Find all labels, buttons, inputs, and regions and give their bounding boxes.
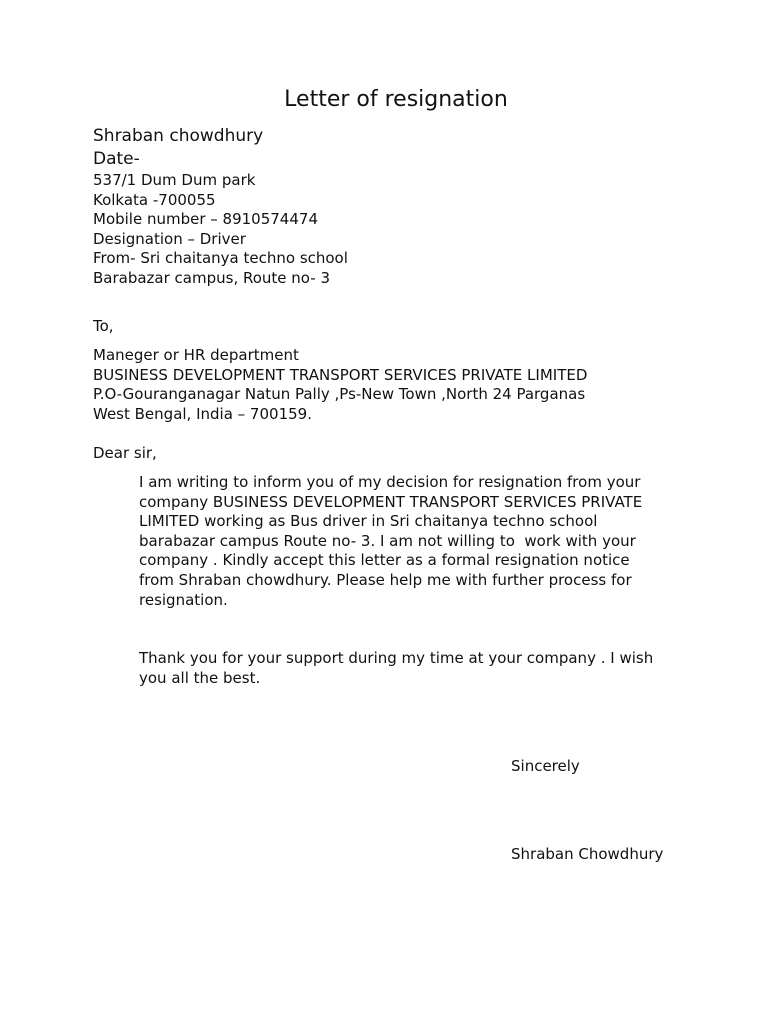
body-paragraph-1 [139, 473, 699, 610]
paragraph-line: company . Kindly accept this letter as a formal resignation notice [139, 551, 630, 570]
signature-name: Shraban Chowdhury [511, 845, 664, 863]
sender-from-line: From- Sri chaitanya techno school [93, 249, 348, 268]
paragraph-line: Thank you for your support during my time at your company . I wish [139, 649, 654, 667]
paragraph-line: from Shraban chowdhury. Please help me with further process for [139, 570, 632, 589]
recipient-line: West Bengal, India – 700159. [93, 404, 312, 423]
paragraph-line: I am writing to inform you of my decision for resignation from your [139, 473, 641, 491]
to-label: To, [93, 317, 114, 335]
recipient-line: BUSINESS DEVELOPMENT TRANSPORT SERVICES PRIVATE LIMITED [93, 365, 588, 384]
body-paragraph-2 [139, 649, 699, 688]
sender-name: Shraban chowdhury [93, 126, 264, 146]
paragraph-line: you all the best. [139, 668, 261, 687]
sender-mobile-line: Mobile number – 8910574474 [93, 210, 318, 229]
sender-block [93, 125, 348, 289]
sender-campus-line: Barabazar campus, Route no- 3 [93, 268, 330, 287]
paragraph-line: company BUSINESS DEVELOPMENT TRANSPORT SERVICES PRIVATE [139, 492, 643, 511]
closing: Sincerely [511, 757, 580, 775]
sender-address-line: Kolkata -700055 [93, 190, 216, 209]
date-label: Date- [93, 149, 140, 169]
document-title: Letter of resignation [284, 87, 508, 112]
sender-designation-line: Designation – Driver [93, 229, 246, 248]
salutation: Dear sir, [93, 444, 157, 462]
sender-address-line: 537/1 Dum Dum park [93, 171, 256, 189]
paragraph-line: resignation. [139, 590, 228, 609]
paragraph-line: barabazar campus Route no- 3. I am not willing to work with your [139, 531, 636, 550]
recipient-block [93, 346, 587, 424]
recipient-line: Maneger or HR department [93, 346, 299, 364]
recipient-line: P.O-Gouranganagar Natun Pally ,Ps-New Town ,North 24 Parganas [93, 385, 586, 404]
paragraph-line: LIMITED working as Bus driver in Sri chaitanya techno school [139, 512, 598, 531]
